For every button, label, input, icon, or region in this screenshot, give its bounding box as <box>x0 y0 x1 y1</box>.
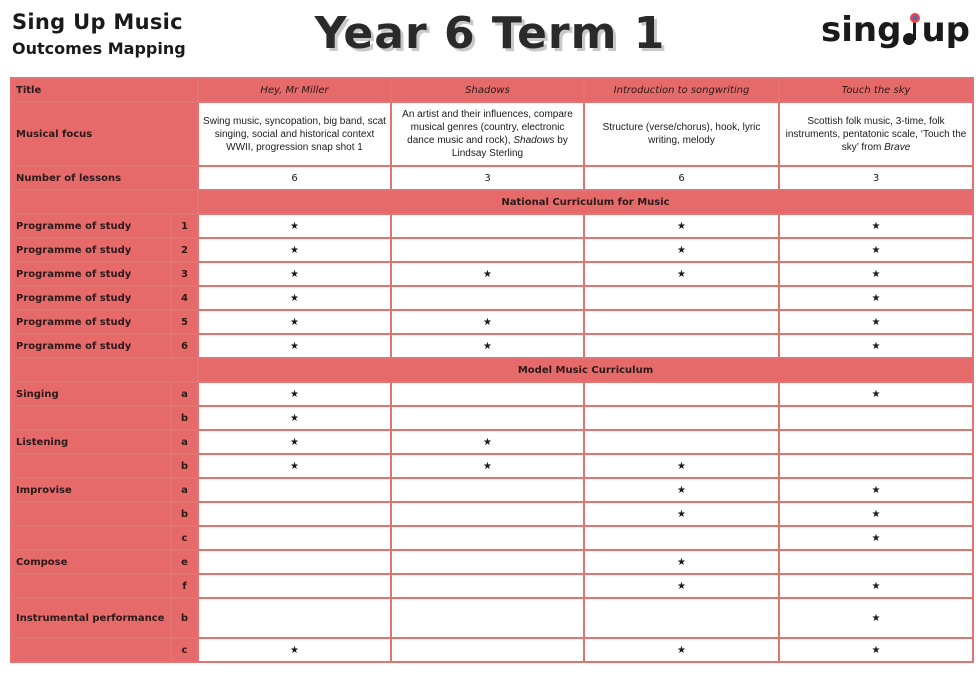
star-icon: ★ <box>677 580 686 592</box>
document-subtitle: Outcomes Mapping <box>12 39 186 58</box>
star-icon: ★ <box>871 244 881 256</box>
model-curriculum-row <box>11 478 973 502</box>
mapping-cell <box>198 382 391 406</box>
mapping-cell <box>198 574 391 598</box>
star-icon: ★ <box>677 556 686 568</box>
musical-focus-label: Musical focus <box>11 102 198 166</box>
mapping-cell <box>198 214 391 238</box>
mapping-cell <box>391 550 584 574</box>
star-icon: ★ <box>677 644 686 656</box>
focus-text-shadows-intro: An artist and their influences, compare musical genres (country, electronic dance music and rock), <box>402 109 573 146</box>
mapping-cell <box>391 638 584 662</box>
mapping-cell <box>584 238 779 262</box>
mapping-cell <box>584 454 779 478</box>
row-number: 4 <box>171 286 198 310</box>
row-label: Compose <box>11 550 171 574</box>
logo-music-note-icon <box>902 10 920 50</box>
model-curriculum-row <box>11 382 973 406</box>
star-icon: ★ <box>677 484 686 496</box>
mapping-cell <box>584 526 779 550</box>
star-icon: ★ <box>871 644 881 656</box>
row-number: 6 <box>171 334 198 358</box>
star-icon: ★ <box>290 436 299 448</box>
programme-of-study-row <box>11 262 973 286</box>
row-label: Programme of study <box>11 334 171 358</box>
model-curriculum-row <box>11 550 973 574</box>
star-icon: ★ <box>871 388 881 400</box>
mapping-cell <box>779 478 973 502</box>
mapping-cell <box>779 454 973 478</box>
star-icon: ★ <box>677 220 686 232</box>
mapping-cell <box>584 574 779 598</box>
model-curriculum-row <box>11 526 973 550</box>
mapping-cell <box>391 574 584 598</box>
row-label: Programme of study <box>11 214 171 238</box>
mapping-cell <box>779 526 973 550</box>
focus-text-shadows-title: Shadows <box>513 135 555 146</box>
mapping-cell <box>391 526 584 550</box>
star-icon: ★ <box>290 220 299 232</box>
star-icon: ★ <box>290 268 299 280</box>
lessons-count: 3 <box>779 166 973 190</box>
mapping-cell <box>391 478 584 502</box>
mapping-cell <box>198 334 391 358</box>
star-icon: ★ <box>871 220 881 232</box>
focus-cell <box>779 102 973 166</box>
mapping-cell <box>779 214 973 238</box>
mapping-cell <box>198 430 391 454</box>
mapping-cell <box>779 638 973 662</box>
focus-cell <box>391 102 584 166</box>
mapping-cell <box>779 550 973 574</box>
row-number: 2 <box>171 238 198 262</box>
mapping-cell <box>391 334 584 358</box>
mapping-cell <box>584 550 779 574</box>
row-number: b <box>171 502 198 526</box>
national-curriculum-section-heading: National Curriculum for Music <box>198 190 973 214</box>
lessons-count: 3 <box>391 166 584 190</box>
row-label: Programme of study <box>11 310 171 334</box>
row-label <box>11 574 171 598</box>
star-icon: ★ <box>677 268 686 280</box>
mapping-cell <box>779 310 973 334</box>
mapping-cell <box>198 286 391 310</box>
mapping-cell <box>391 454 584 478</box>
section-spacer <box>11 358 198 382</box>
model-curriculum-row <box>11 406 973 430</box>
mapping-cell <box>198 478 391 502</box>
mapping-cell <box>584 214 779 238</box>
star-icon: ★ <box>871 340 881 352</box>
model-curriculum-row <box>11 430 973 454</box>
star-icon: ★ <box>483 316 492 328</box>
star-icon: ★ <box>290 316 299 328</box>
row-number: f <box>171 574 198 598</box>
mapping-cell <box>584 478 779 502</box>
mapping-cell <box>779 406 973 430</box>
model-curriculum-row <box>11 454 973 478</box>
mapping-cell <box>584 334 779 358</box>
mapping-cell <box>198 526 391 550</box>
programme-of-study-row <box>11 334 973 358</box>
row-number: a <box>171 430 198 454</box>
focus-text-shadows-artist: by Lindsay Sterling <box>451 135 568 159</box>
brand-name: Sing Up Music <box>12 10 183 34</box>
star-icon: ★ <box>871 612 881 624</box>
mapping-cell <box>779 502 973 526</box>
row-label <box>11 638 171 662</box>
mapping-cell <box>584 286 779 310</box>
mapping-cell <box>584 598 779 638</box>
logo-text-up: up <box>921 10 970 50</box>
row-label: Improvise <box>11 478 171 502</box>
outcomes-mapping-table <box>10 77 974 663</box>
star-icon: ★ <box>871 268 881 280</box>
star-icon: ★ <box>677 244 686 256</box>
star-icon: ★ <box>871 484 881 496</box>
lessons-count: 6 <box>198 166 391 190</box>
star-icon: ★ <box>290 644 299 656</box>
column-title-songwriting: Introduction to songwriting <box>584 78 779 102</box>
row-number: b <box>171 598 198 638</box>
row-number: e <box>171 550 198 574</box>
mapping-cell <box>779 574 973 598</box>
lessons-label: Number of lessons <box>11 166 198 190</box>
national-curriculum-section-row <box>11 190 973 214</box>
section-spacer <box>11 190 198 214</box>
mapping-cell <box>584 502 779 526</box>
logo-text-sing: sing <box>821 10 902 50</box>
programme-of-study-row <box>11 214 973 238</box>
mapping-cell <box>584 406 779 430</box>
row-label: Listening <box>11 430 171 454</box>
focus-cell: Swing music, syncopation, big band, scat singing, social and historical context WWII, progression snap shot 1 <box>198 102 391 166</box>
star-icon: ★ <box>483 268 492 280</box>
star-icon: ★ <box>677 508 686 520</box>
mapping-cell <box>584 638 779 662</box>
row-label: Instrumental performance <box>11 598 171 638</box>
column-title-hey-mr-miller: Hey, Mr Miller <box>198 78 391 102</box>
row-label <box>11 406 171 430</box>
row-number: a <box>171 382 198 406</box>
column-title-touch-the-sky: Touch the sky <box>779 78 973 102</box>
title-row <box>11 78 973 102</box>
mapping-cell <box>779 334 973 358</box>
mapping-cell <box>779 262 973 286</box>
focus-cell: Structure (verse/chorus), hook, lyric writing, melody <box>584 102 779 166</box>
mapping-cell <box>391 286 584 310</box>
mapping-cell <box>198 262 391 286</box>
row-number: 3 <box>171 262 198 286</box>
mapping-cell <box>391 214 584 238</box>
musical-focus-row <box>11 102 973 166</box>
mapping-cell <box>391 310 584 334</box>
model-curriculum-row <box>11 638 973 662</box>
sing-up-logo <box>821 10 970 50</box>
row-label: Programme of study <box>11 286 171 310</box>
mapping-cell <box>198 238 391 262</box>
row-number: 1 <box>171 214 198 238</box>
mapping-cell <box>584 382 779 406</box>
mapping-cell <box>198 502 391 526</box>
star-icon: ★ <box>290 244 299 256</box>
mapping-cell <box>198 638 391 662</box>
mapping-cell <box>198 550 391 574</box>
page-title: Year 6 Term 1 <box>314 8 666 59</box>
row-label: Programme of study <box>11 262 171 286</box>
lessons-row <box>11 166 973 190</box>
star-icon: ★ <box>871 508 881 520</box>
star-icon: ★ <box>871 580 881 592</box>
row-label <box>11 502 171 526</box>
star-icon: ★ <box>483 436 492 448</box>
model-curriculum-row <box>11 598 973 638</box>
row-label <box>11 526 171 550</box>
mapping-cell <box>391 382 584 406</box>
row-number: 5 <box>171 310 198 334</box>
star-icon: ★ <box>290 292 299 304</box>
star-icon: ★ <box>483 340 492 352</box>
row-label <box>11 454 171 478</box>
programme-of-study-row <box>11 238 973 262</box>
star-icon: ★ <box>871 316 881 328</box>
programme-of-study-row <box>11 310 973 334</box>
mapping-cell <box>198 454 391 478</box>
lessons-count: 6 <box>584 166 779 190</box>
row-label: Singing <box>11 382 171 406</box>
model-music-curriculum-section-row <box>11 358 973 382</box>
star-icon: ★ <box>871 292 881 304</box>
mapping-cell <box>198 598 391 638</box>
star-icon: ★ <box>483 460 492 472</box>
star-icon: ★ <box>677 460 686 472</box>
mapping-cell <box>391 238 584 262</box>
mapping-cell <box>779 598 973 638</box>
mapping-cell <box>779 382 973 406</box>
mapping-cell <box>198 406 391 430</box>
row-number: c <box>171 638 198 662</box>
model-curriculum-row <box>11 502 973 526</box>
star-icon: ★ <box>290 460 299 472</box>
star-icon: ★ <box>290 340 299 352</box>
mapping-cell <box>584 310 779 334</box>
star-icon: ★ <box>871 532 881 544</box>
star-icon: ★ <box>290 412 299 424</box>
mapping-cell <box>391 406 584 430</box>
focus-text-touch-intro: Scottish folk music, 3-time, folk instruments, pentatonic scale, ‘Touch the sky’ from <box>785 115 967 153</box>
star-icon: ★ <box>290 388 299 400</box>
row-number: a <box>171 478 198 502</box>
row-label: Programme of study <box>11 238 171 262</box>
mapping-cell <box>779 286 973 310</box>
mapping-cell <box>779 238 973 262</box>
mapping-cell <box>391 430 584 454</box>
mapping-cell <box>584 430 779 454</box>
mapping-cell <box>391 262 584 286</box>
mapping-cell <box>779 430 973 454</box>
row-number: b <box>171 454 198 478</box>
mapping-cell <box>584 262 779 286</box>
model-curriculum-row <box>11 574 973 598</box>
model-music-curriculum-section-heading: Model Music Curriculum <box>198 358 973 382</box>
mapping-cell <box>198 310 391 334</box>
row-number: c <box>171 526 198 550</box>
title-label: Title <box>11 78 198 102</box>
mapping-cell <box>391 598 584 638</box>
row-number: b <box>171 406 198 430</box>
column-title-shadows: Shadows <box>391 78 584 102</box>
mapping-cell <box>391 502 584 526</box>
programme-of-study-row <box>11 286 973 310</box>
focus-text-touch-film: Brave <box>884 141 911 153</box>
